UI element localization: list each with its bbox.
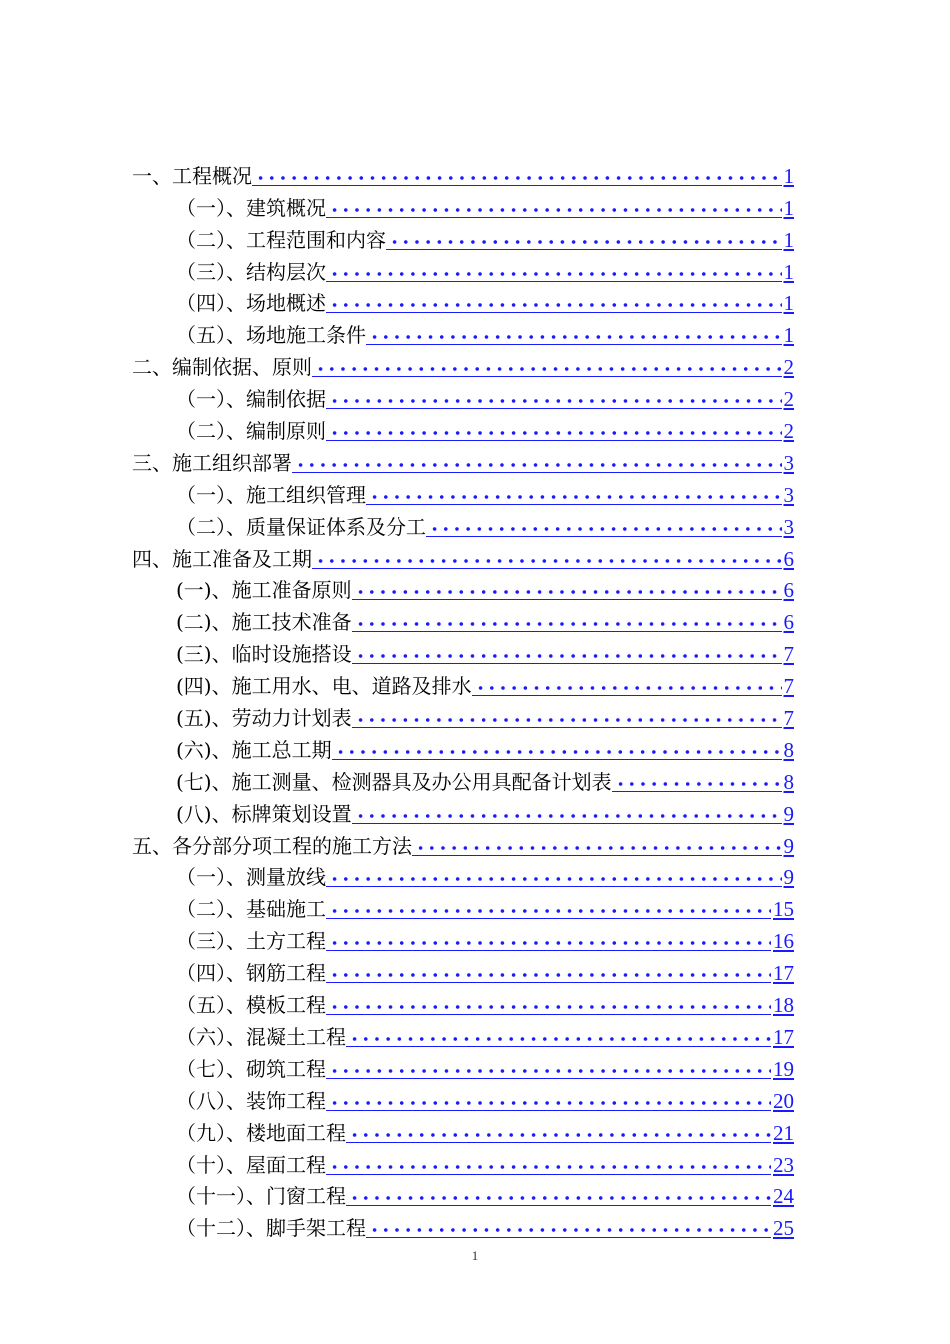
toc-entry-title: （十一）、门窗工程: [176, 1184, 346, 1209]
toc-page-link[interactable]: 1: [783, 259, 794, 284]
toc-dot-leader[interactable]: [326, 900, 771, 919]
toc-entry[interactable]: [132, 349, 794, 381]
toc-entry-title: （二）、工程范围和内容: [176, 227, 386, 252]
toc-entry-title: 四、施工准备及工期: [132, 546, 312, 571]
toc-page-link[interactable]: 2: [783, 355, 794, 380]
toc-entry-title: (四)、施工用水、电、道路及排水: [176, 674, 472, 699]
toc-dot-leader[interactable]: [326, 1060, 771, 1079]
toc-page-link[interactable]: 9: [783, 801, 794, 826]
toc-entry-title: （三）、结构层次: [176, 259, 326, 284]
toc-entry[interactable]: [132, 190, 794, 222]
toc-entry[interactable]: [132, 764, 794, 796]
toc-dot-leader[interactable]: [312, 550, 782, 569]
toc-page-link[interactable]: 3: [783, 482, 794, 507]
toc-page-link[interactable]: 23: [773, 1152, 794, 1177]
toc-entry-title: 一、工程概况: [132, 163, 252, 188]
toc-dot-leader[interactable]: [346, 1124, 771, 1143]
toc-entry[interactable]: [132, 923, 794, 955]
toc-dot-leader[interactable]: [326, 932, 771, 951]
toc-page-link[interactable]: 2: [783, 419, 794, 444]
toc-page-link[interactable]: 16: [773, 929, 794, 954]
toc-entry[interactable]: [132, 541, 794, 573]
toc-dot-leader[interactable]: [612, 773, 782, 792]
toc-entry-title: （十）、屋面工程: [176, 1152, 326, 1177]
toc-entry[interactable]: [132, 891, 794, 923]
toc-entry[interactable]: [132, 796, 794, 828]
toc-page-link[interactable]: 6: [783, 546, 794, 571]
table-of-contents: [132, 158, 794, 1242]
toc-page-link[interactable]: 6: [783, 610, 794, 635]
toc-entry[interactable]: [132, 381, 794, 413]
toc-dot-leader[interactable]: [292, 454, 782, 473]
toc-page-link[interactable]: 7: [783, 642, 794, 667]
toc-entry-title: （四）、场地概述: [176, 291, 326, 316]
toc-entry-title: （五）、场地施工条件: [176, 323, 366, 348]
toc-dot-leader[interactable]: [412, 837, 782, 856]
toc-page-link[interactable]: 7: [783, 674, 794, 699]
toc-page-link[interactable]: 17: [773, 1024, 794, 1049]
toc-entry[interactable]: [132, 1210, 794, 1242]
toc-entry[interactable]: [132, 732, 794, 764]
toc-page-link[interactable]: 1: [783, 291, 794, 316]
toc-entry[interactable]: [132, 828, 794, 860]
toc-entry[interactable]: [132, 1115, 794, 1147]
toc-entry[interactable]: [132, 604, 794, 636]
toc-dot-leader[interactable]: [326, 996, 771, 1015]
toc-dot-leader[interactable]: [326, 390, 782, 409]
toc-entry-title: （九）、楼地面工程: [176, 1120, 346, 1145]
toc-entry-title: （二）、基础施工: [176, 897, 326, 922]
toc-dot-leader[interactable]: [326, 294, 782, 313]
toc-page-link[interactable]: 2: [783, 387, 794, 412]
toc-entry-title: 二、编制依据、原则: [132, 355, 312, 380]
toc-entry[interactable]: [132, 445, 794, 477]
toc-entry-title: (二)、施工技术准备: [176, 610, 352, 635]
toc-entry-title: (六)、施工总工期: [176, 737, 332, 762]
toc-dot-leader[interactable]: [352, 645, 782, 664]
toc-page-link[interactable]: 8: [783, 769, 794, 794]
toc-dot-leader[interactable]: [352, 805, 782, 824]
toc-page-link[interactable]: 15: [773, 897, 794, 922]
toc-entry-title: （三）、土方工程: [176, 929, 326, 954]
toc-dot-leader[interactable]: [366, 326, 782, 345]
toc-entry-title: （二）、质量保证体系及分工: [176, 514, 426, 539]
toc-page-link[interactable]: 17: [773, 961, 794, 986]
toc-page-link[interactable]: 9: [783, 865, 794, 890]
toc-entry[interactable]: [132, 222, 794, 254]
toc-entry-title: （四）、钢筋工程: [176, 961, 326, 986]
toc-page-link[interactable]: 3: [783, 514, 794, 539]
toc-dot-leader[interactable]: [366, 1219, 771, 1238]
toc-page-link[interactable]: 8: [783, 737, 794, 762]
toc-entry[interactable]: [132, 254, 794, 286]
toc-entry-title: （一）、测量放线: [176, 865, 326, 890]
toc-page-link[interactable]: 24: [773, 1184, 794, 1209]
toc-entry[interactable]: [132, 573, 794, 605]
toc-dot-leader[interactable]: [332, 741, 782, 760]
toc-entry-title: （二）、编制原则: [176, 419, 326, 444]
toc-entry[interactable]: [132, 700, 794, 732]
toc-dot-leader[interactable]: [426, 518, 782, 537]
toc-entry[interactable]: [132, 413, 794, 445]
toc-page-link[interactable]: 1: [783, 323, 794, 348]
toc-entry-title: 五、各分部分项工程的施工方法: [132, 833, 412, 858]
toc-dot-leader[interactable]: [326, 263, 782, 282]
toc-entry-title: (三)、临时设施搭设: [176, 642, 352, 667]
toc-entry-title: （五）、模板工程: [176, 993, 326, 1018]
toc-page-link[interactable]: 19: [773, 1056, 794, 1081]
toc-entry-title: （一）、编制依据: [176, 387, 326, 412]
toc-dot-leader[interactable]: [326, 1092, 771, 1111]
toc-dot-leader[interactable]: [326, 199, 782, 218]
toc-page-link[interactable]: 9: [783, 833, 794, 858]
toc-dot-leader[interactable]: [352, 709, 782, 728]
toc-entry[interactable]: [132, 987, 794, 1019]
toc-dot-leader[interactable]: [472, 677, 782, 696]
toc-entry[interactable]: [132, 1019, 794, 1051]
toc-entry-title: （一）、施工组织管理: [176, 482, 366, 507]
toc-dot-leader[interactable]: [352, 581, 782, 600]
toc-entry[interactable]: [132, 477, 794, 509]
toc-entry[interactable]: [132, 158, 794, 190]
toc-entry-title: （一）、建筑概况: [176, 195, 326, 220]
toc-dot-leader[interactable]: [346, 1187, 771, 1206]
toc-dot-leader[interactable]: [326, 868, 782, 887]
toc-entry-title: （十二）、脚手架工程: [176, 1216, 366, 1241]
toc-entry[interactable]: [132, 1083, 794, 1115]
toc-dot-leader[interactable]: [352, 613, 782, 632]
toc-entry-title: 三、施工组织部署: [132, 450, 292, 475]
toc-page-link[interactable]: 3: [783, 450, 794, 475]
toc-entry[interactable]: [132, 860, 794, 892]
toc-dot-leader[interactable]: [326, 1156, 771, 1175]
toc-entry[interactable]: [132, 317, 794, 349]
toc-entry-title: (五)、劳动力计划表: [176, 706, 352, 731]
toc-page-link[interactable]: 7: [783, 706, 794, 731]
toc-entry[interactable]: [132, 636, 794, 668]
toc-entry[interactable]: [132, 286, 794, 318]
toc-entry-title: (一)、施工准备原则: [176, 578, 352, 603]
toc-entry-title: （六）、混凝土工程: [176, 1024, 346, 1049]
toc-entry[interactable]: [132, 509, 794, 541]
toc-dot-leader[interactable]: [326, 422, 782, 441]
toc-entry[interactable]: [132, 1147, 794, 1179]
toc-entry-title: （八）、装饰工程: [176, 1088, 326, 1113]
toc-page-link[interactable]: 1: [783, 163, 794, 188]
toc-page-link[interactable]: 6: [783, 578, 794, 603]
toc-dot-leader[interactable]: [386, 231, 782, 250]
toc-entry-title: （七）、砌筑工程: [176, 1056, 326, 1081]
toc-entry[interactable]: [132, 955, 794, 987]
toc-entry[interactable]: [132, 668, 794, 700]
toc-dot-leader[interactable]: [326, 964, 771, 983]
toc-page-link[interactable]: 1: [783, 195, 794, 220]
toc-entry[interactable]: [132, 1179, 794, 1211]
toc-dot-leader[interactable]: [366, 486, 782, 505]
toc-page-link[interactable]: 21: [773, 1120, 794, 1145]
toc-entry-title: (八)、标牌策划设置: [176, 801, 352, 826]
toc-dot-leader[interactable]: [252, 167, 782, 186]
toc-dot-leader[interactable]: [312, 358, 782, 377]
toc-dot-leader[interactable]: [346, 1028, 771, 1047]
toc-page-link[interactable]: 18: [773, 993, 794, 1018]
toc-page-link[interactable]: 25: [773, 1216, 794, 1241]
toc-entry-title: (七)、施工测量、检测器具及办公用具配备计划表: [176, 769, 612, 794]
toc-page-link[interactable]: 20: [773, 1088, 794, 1113]
page-number: 1: [471, 1248, 479, 1263]
toc-entry[interactable]: [132, 1051, 794, 1083]
toc-page-link[interactable]: 1: [783, 227, 794, 252]
